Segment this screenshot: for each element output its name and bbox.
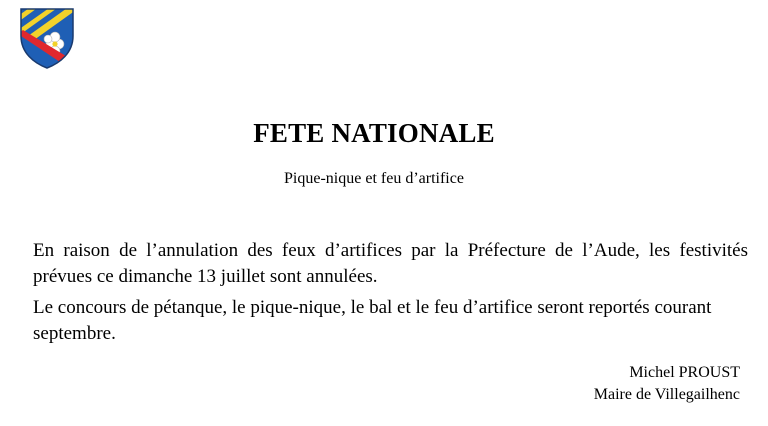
coat-of-arms-icon [18, 6, 76, 70]
signature-block [594, 362, 740, 406]
notice-title: FETE NATIONALE [253, 118, 495, 148]
notice-paragraph-cancellation: En raison de l’annulation des feux d’artifices par la Préfecture de l’Aude, les festivités prévues ce dimanche 13 juillet sont annulées. [33, 240, 748, 287]
notice-subtitle: Pique-nique et feu d’artifice [284, 170, 464, 187]
notice-paragraph-postponement: Le concours de pétanque, le pique-nique, le bal et le feu d’artifice seront reportés courant septembre. [33, 297, 712, 344]
signature-role: Maire de Villegailhenc [593, 386, 740, 403]
signature-name: Michel PROUST [629, 364, 740, 381]
